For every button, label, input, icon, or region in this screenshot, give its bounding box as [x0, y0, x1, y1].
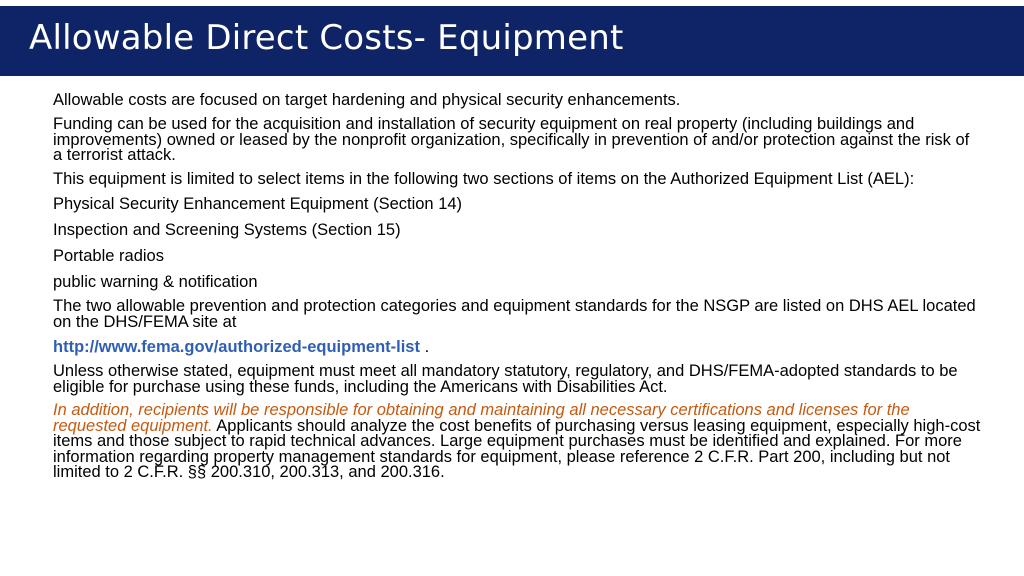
paragraph-equipment-limit: This equipment is limited to select items in the following two sections of items on the Authorized Equipment List (AEL):: [53, 169, 915, 188]
emphasis-text: In addition, recipients will be responsible for obtaining and maintaining all necessary certifications and licenses for the requested equipment.: [53, 401, 910, 435]
list-item-portable-radios: Portable radios: [53, 247, 164, 265]
list-item-section-15: Inspection and Screening Systems (Section 15): [53, 221, 401, 239]
fema-ael-link[interactable]: http://www.fema.gov/authorized-equipment-list: [53, 338, 420, 356]
paragraph-funding: Funding can be used for the acquisition and installation of security equipment on real property (including buildings and improvements) owned or leased by the nonprofit organization, specifically in prevention of and/or protection against the risk of a terrorist attack.: [53, 115, 970, 164]
paragraph-allowable-costs: Allowable costs are focused on target hardening and physical security enhancements.: [53, 91, 681, 109]
list-item-section-14: Physical Security Enhancement Equipment (Section 14): [53, 195, 463, 213]
list-item-public-warning: public warning & notification: [53, 273, 258, 291]
paragraph-nsgp-categories: The two allowable prevention and protection categories and equipment standards for the NSGP are listed on DHS AEL located on the DHS/FEMA site at: [53, 297, 976, 331]
slide-title: Allowable Direct Costs- Equipment: [29, 18, 624, 58]
title-bar: [0, 6, 1024, 76]
slide-body: [53, 91, 983, 489]
paragraph-link: [53, 338, 983, 357]
paragraph-certifications: [53, 403, 983, 481]
link-suffix: .: [419, 338, 430, 356]
paragraph-certifications-rest: Applicants should analyze the cost benefits of purchasing versus leasing equipment, especially high-cost items and those subject to rapid technical advances. Large equipment purchases must be identified and explained. For more information regarding property management standards for equipment, please reference 2 C.F.R. Part 200, including but not limited to 2 C.F.R. §§ 200.310, 200.313, and 200.316.: [53, 416, 981, 481]
paragraph-standards: Unless otherwise stated, equipment must meet all mandatory statutory, regulatory, and DHS/FEMA-adopted standards to be eligible for purchase using these funds, including the Americans with Disabilities Act.: [53, 362, 958, 396]
